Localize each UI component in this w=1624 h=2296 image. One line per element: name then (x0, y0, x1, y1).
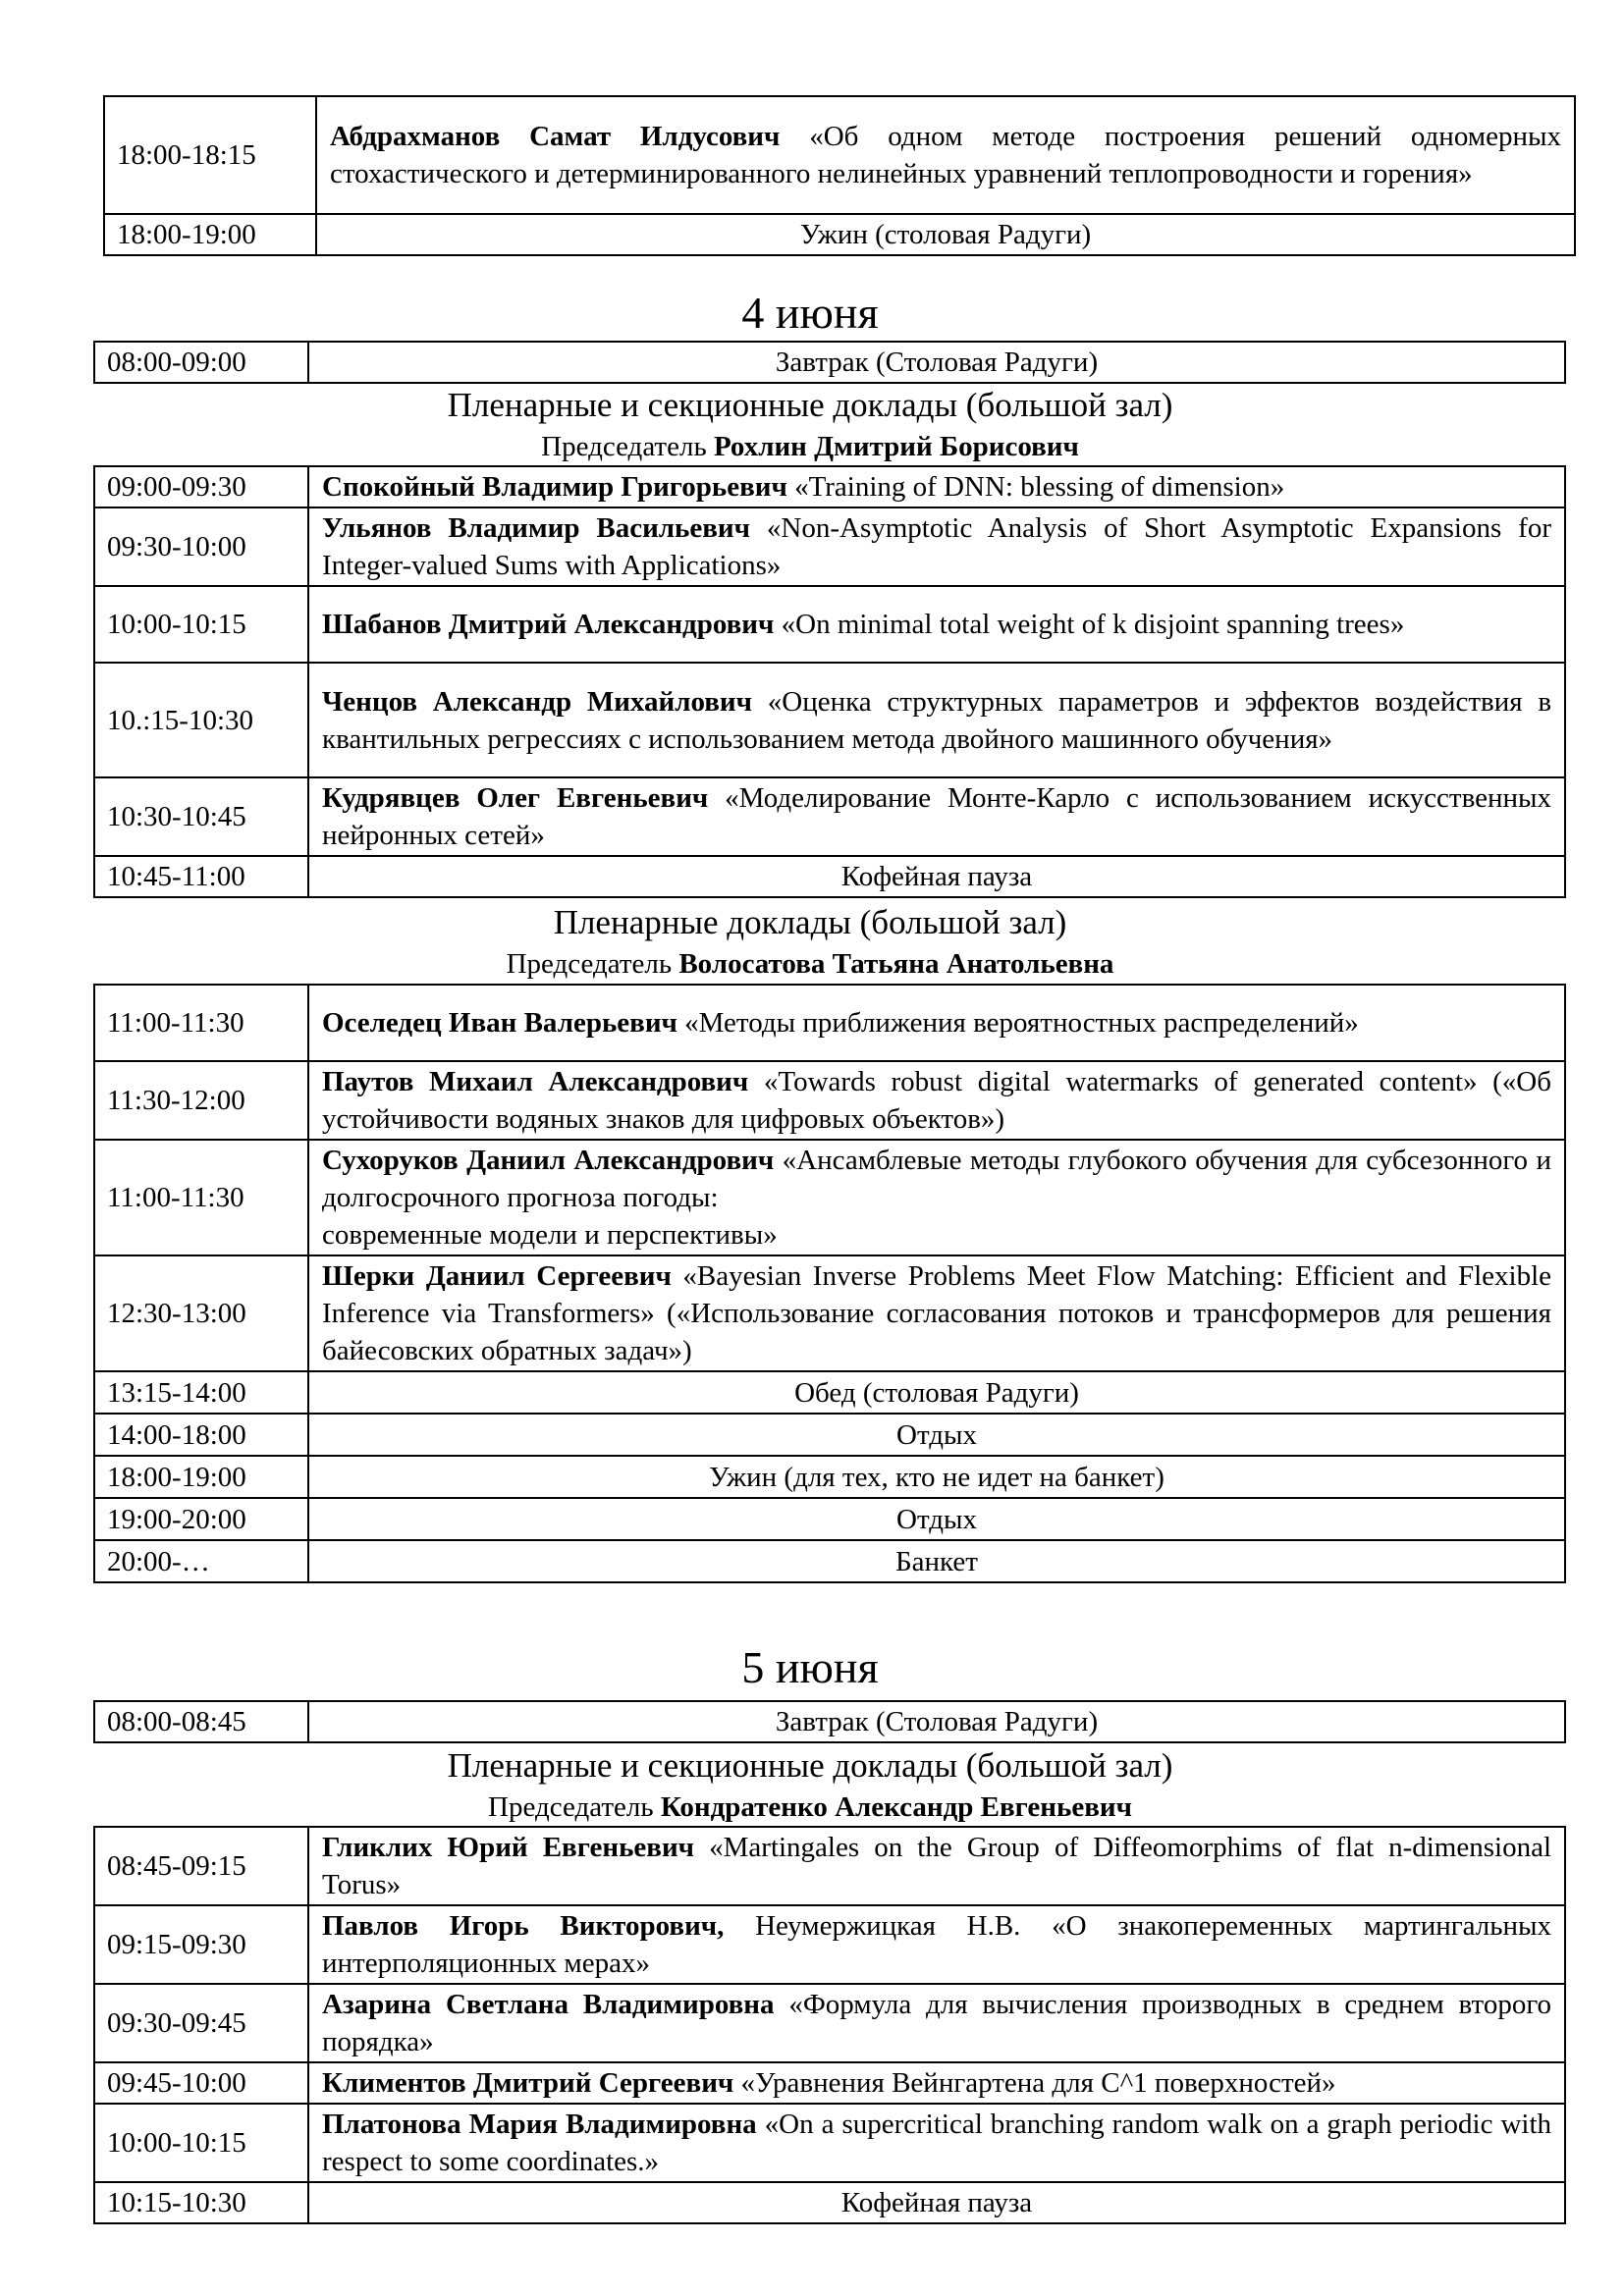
table-row (94, 777, 1565, 856)
talk-cell (308, 2104, 1565, 2182)
speaker-name: Оселедец Иван Валерьевич (322, 1007, 677, 1039)
talk-cell (308, 507, 1565, 586)
breakfast-table-day4 (93, 341, 1566, 384)
table-row (104, 214, 1575, 255)
table-row (94, 1905, 1565, 1984)
talk-cell (308, 985, 1565, 1061)
schedule-table-day4-session2 (93, 984, 1566, 1583)
table-row (94, 1984, 1565, 2062)
speaker-name: Гликлих Юрий Евгеньевич (322, 1832, 695, 1863)
event-cell: Ужин (для тех, кто не идет на банкет) (308, 1456, 1565, 1498)
talk-cell (308, 1255, 1565, 1371)
chair-prefix: Председатель (541, 431, 707, 462)
time-cell: 10:15-10:30 (94, 2182, 308, 2223)
session-title: Пленарные доклады (большой зал) (553, 903, 1067, 941)
talk-cell (308, 1984, 1565, 2062)
talk-cell (308, 2062, 1565, 2104)
table-row (94, 663, 1565, 777)
speaker-name: Платонова Мария Владимировна (322, 2109, 757, 2140)
talk-title: «О знакопеременных мартингальных интерполяционных мерах» (322, 1910, 1551, 1979)
speaker-name: Ульянов Владимир Васильевич (322, 512, 750, 544)
chair-name: Волосатова Татьяна Анатольевна (678, 948, 1114, 980)
talk-cell (308, 1905, 1565, 1984)
time-cell: 14:00-18:00 (94, 1414, 308, 1456)
table-row (94, 1701, 1565, 1742)
time-cell: 11:00-11:30 (94, 985, 308, 1061)
talk-title: «Методы приближения вероятностных распределений» (684, 1007, 1359, 1039)
session-title: Пленарные и секционные доклады (большой зал) (447, 1746, 1173, 1785)
speaker-name: Шабанов Дмитрий Александрович (322, 609, 775, 640)
time-cell: 10:00-10:15 (94, 586, 308, 663)
talk-title: «Towards robust digital watermarks of generated content» («Об устойчивости водяных знаков для цифровых объектов») (322, 1066, 1552, 1135)
speaker-name: Ченцов Александр Михайлович (322, 685, 752, 718)
talk-title: «Формула для вычисления производных в среднем второго порядка» (322, 1989, 1551, 2057)
talk-title-continued: современные модели и перспективы» (322, 1219, 778, 1251)
talk-cell (308, 466, 1565, 507)
talk-title: «Об одном методе построения решений одномерных стохастического и детерминированного нелинейных уравнений теплопроводности и горения» (330, 121, 1562, 189)
speaker-name: Кудрявцев Олег Евгеньевич (322, 782, 709, 814)
session-chair (90, 1789, 1530, 1825)
time-cell: 10:00-10:15 (94, 2104, 308, 2182)
table-row (94, 1540, 1565, 1582)
talk-title: «On a supercritical branching random walk on a graph periodic with respect to some coordinates.» (322, 2109, 1551, 2177)
talk-title: «Уравнения Вейнгартена для C^1 поверхностей» (740, 2067, 1336, 2099)
time-cell: 20:00-… (94, 1540, 308, 1582)
chair-name: Рохлин Дмитрий Борисович (713, 431, 1079, 462)
schedule-table-day4-session1 (93, 465, 1566, 898)
chair-name: Кондратенко Александр Евгеньевич (660, 1791, 1132, 1823)
time-cell: 08:00-09:00 (94, 342, 308, 383)
table-row (94, 1456, 1565, 1498)
day-title-4: 4 июня (741, 288, 879, 338)
day-title-5: 5 июня (741, 1642, 879, 1692)
talk-cell (308, 1140, 1565, 1255)
chair-prefix: Председатель (506, 948, 673, 980)
table-row (94, 2182, 1565, 2223)
time-cell: 11:00-11:30 (94, 1140, 308, 1255)
table-row (94, 1371, 1565, 1414)
time-cell: 08:00-08:45 (94, 1701, 308, 1742)
table-row (94, 985, 1565, 1061)
speaker-name: Абдрахманов Самат Илдусович (330, 121, 781, 152)
time-cell: 10.:15-10:30 (94, 663, 308, 777)
time-cell: 09:30-10:00 (94, 507, 308, 586)
schedule-table-day3-end (103, 95, 1576, 256)
talk-cell (308, 1061, 1565, 1140)
session-chair (90, 946, 1530, 982)
table-row (94, 507, 1565, 586)
time-cell: 19:00-20:00 (94, 1498, 308, 1540)
chair-prefix: Председатель (488, 1791, 654, 1823)
time-cell: 09:45-10:00 (94, 2062, 308, 2104)
time-cell: 18:00-19:00 (104, 214, 316, 255)
time-cell: 10:45-11:00 (94, 856, 308, 897)
talk-title: «Ансамблевые методы глубокого обучения для субсезонного и долгосрочного прогноза погоды: (322, 1145, 1551, 1213)
table-row (94, 1414, 1565, 1456)
event-cell: Ужин (столовая Радуги) (316, 214, 1575, 255)
speaker-name: Азарина Светлана Владимировна (322, 1989, 775, 2020)
talk-cell (308, 663, 1565, 777)
table-row (94, 1061, 1565, 1140)
table-row (94, 2104, 1565, 2182)
talk-cell (316, 96, 1575, 214)
speaker-name: Шерки Даниил Сергеевич (322, 1260, 672, 1292)
time-cell: 18:00-19:00 (94, 1456, 308, 1498)
table-row (94, 342, 1565, 383)
event-cell: Кофейная пауза (308, 856, 1565, 897)
talk-title: «Martingales on the Group of Diffeomorphims of flat n-dimensional Torus» (322, 1832, 1551, 1900)
table-row (94, 1827, 1565, 1905)
session-chair (90, 429, 1530, 464)
time-cell: 13:15-14:00 (94, 1371, 308, 1414)
table-row (104, 96, 1575, 214)
time-cell: 09:15-09:30 (94, 1905, 308, 1984)
talk-title: «Моделирование Монте-Карло с использованием искусственных нейронных сетей» (322, 782, 1551, 851)
talk-cell (308, 1827, 1565, 1905)
table-row (94, 466, 1565, 507)
time-cell: 18:00-18:15 (104, 96, 316, 214)
speaker-name: Климентов Дмитрий Сергеевич (322, 2067, 734, 2099)
session-title: Пленарные и секционные доклады (большой зал) (447, 386, 1173, 424)
talk-cell (308, 586, 1565, 663)
time-cell: 11:30-12:00 (94, 1061, 308, 1140)
schedule-table-day5-session1 (93, 1826, 1566, 2224)
table-row (94, 1498, 1565, 1540)
table-row (94, 856, 1565, 897)
talk-cell (308, 777, 1565, 856)
time-cell: 09:30-09:45 (94, 1984, 308, 2062)
time-cell: 08:45-09:15 (94, 1827, 308, 1905)
time-cell: 09:00-09:30 (94, 466, 308, 507)
speaker-name: Паутов Михаил Александрович (322, 1066, 749, 1097)
talk-title: «On minimal total weight of k disjoint spanning trees» (781, 609, 1405, 640)
time-cell: 10:30-10:45 (94, 777, 308, 856)
event-cell: Отдых (308, 1414, 1565, 1456)
event-cell: Завтрак (Столовая Радуги) (308, 1701, 1565, 1742)
talk-title: «Non-Asymptotic Analysis of Short Asymptotic Expansions for Integer-valued Sums with Applications» (322, 512, 1551, 581)
breakfast-table-day5 (93, 1700, 1566, 1743)
talk-title: «Bayesian Inverse Problems Meet Flow Matching: Efficient and Flexible Inference via Transformers» («Использование согласования потоков и трансформеров для решения байесовских обратных задач») (322, 1260, 1552, 1366)
table-row (94, 2062, 1565, 2104)
table-row (94, 586, 1565, 663)
event-cell: Обед (столовая Радуги) (308, 1371, 1565, 1414)
talk-title: «Оценка структурных параметров и эффектов воздействия в квантильных регрессиях с использованием метода двойного машинного обучения» (322, 685, 1552, 755)
speaker-name: Сухоруков Даниил Александрович (322, 1145, 775, 1176)
event-cell: Банкет (308, 1540, 1565, 1582)
event-cell: Кофейная пауза (308, 2182, 1565, 2223)
event-cell: Отдых (308, 1498, 1565, 1540)
table-row (94, 1255, 1565, 1371)
speaker-name: Павлов Игорь Викторович, (322, 1910, 725, 1942)
talk-title: «Training of DNN: blessing of dimension» (794, 471, 1285, 503)
coauthor-name: Неумержицкая Н.В. (755, 1910, 1021, 1942)
speaker-name: Спокойный Владимир Григорьевич (322, 471, 787, 503)
table-row (94, 1140, 1565, 1255)
event-cell: Завтрак (Столовая Радуги) (308, 342, 1565, 383)
time-cell: 12:30-13:00 (94, 1255, 308, 1371)
